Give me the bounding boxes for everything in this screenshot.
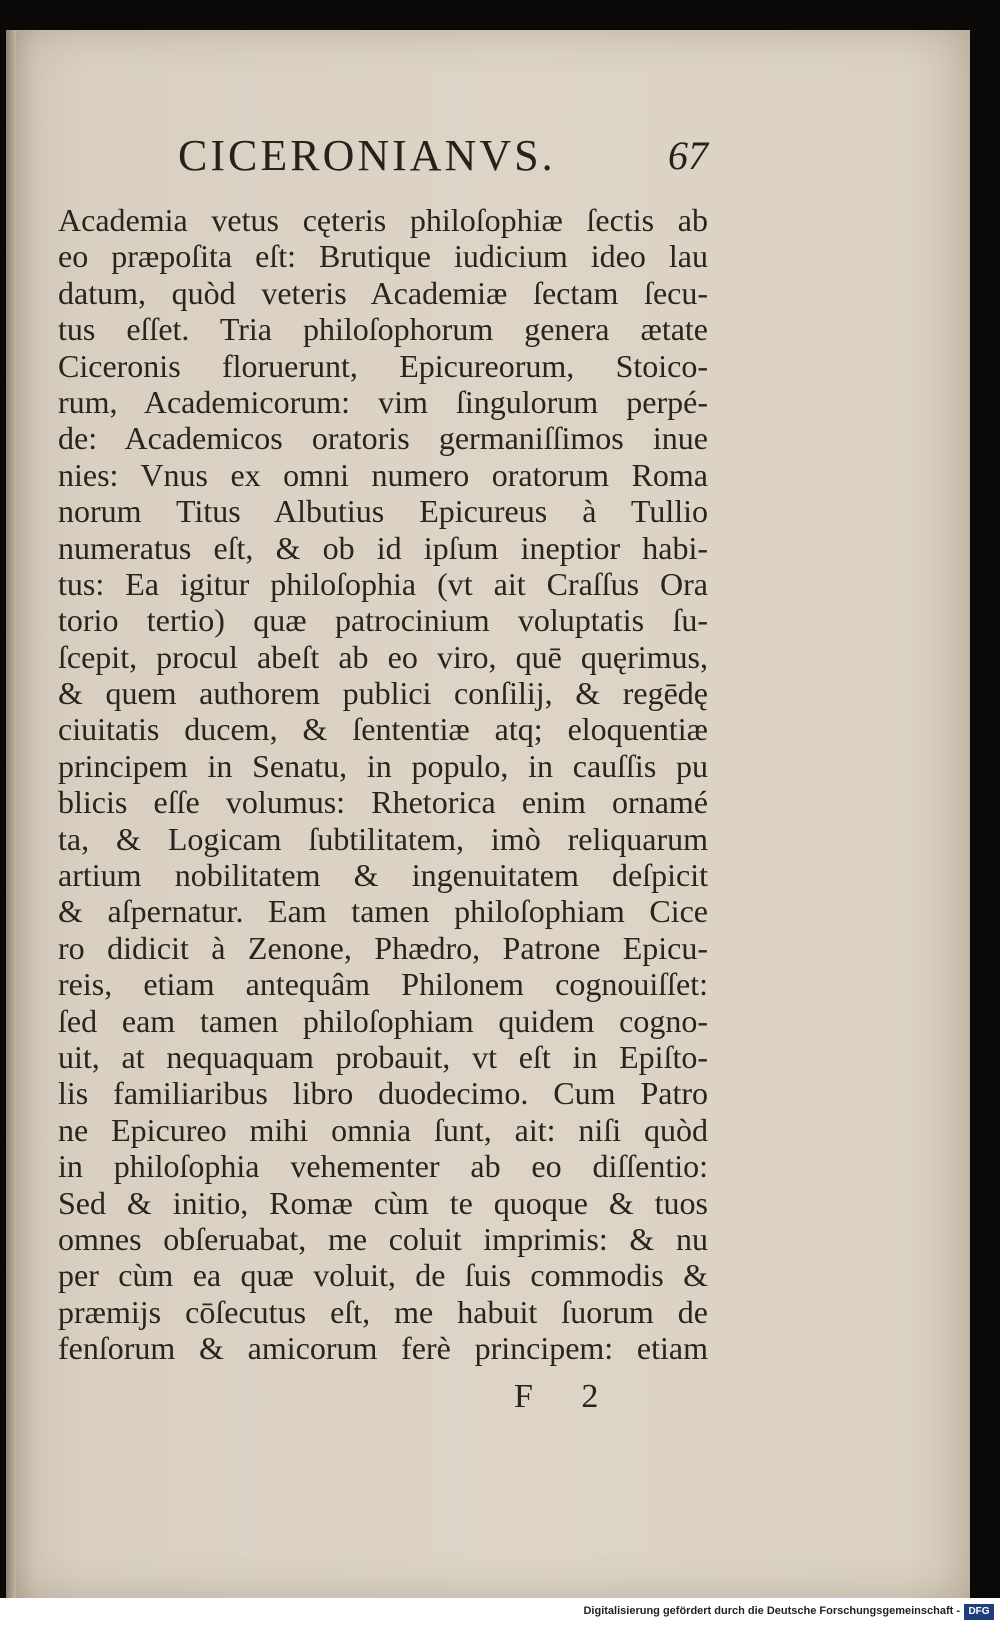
text-line: ſed eam tamen philoſophiam quidem cogno- — [58, 1002, 708, 1039]
text-line: omnes obſeruabat, me coluit imprimis: & nu — [58, 1220, 708, 1257]
text-line: lis familiaribus libro duodecimo. Cum Patro — [58, 1075, 708, 1112]
text-line: uit, at nequaquam probauit, vt eſt in Epiſto- — [58, 1038, 708, 1075]
text-line: principem in Senatu, in populo, in cauſſis pu — [58, 747, 708, 784]
text-line: ſcepit, procul abeſt ab eo viro, quē quęrimus, — [58, 638, 708, 675]
text-line: præmijs cōſecutus eſt, me habuit ſuorum de — [58, 1293, 708, 1330]
text-line: ne Epicureo mihi omnia ſunt, ait: niſi quòd — [58, 1111, 708, 1148]
text-line: & quem authorem publici conſilij, & regēdę — [58, 675, 708, 712]
text-line: reis, etiam antequâm Philonem cognouiſſet: — [58, 966, 708, 1003]
text-line: rum, Academicorum: vim ſingulorum perpé- — [58, 383, 708, 420]
text-line: norum Titus Albutius Epicureus à Tullio — [58, 493, 708, 530]
text-line: torio tertio) quæ patrocinium voluptatis ſu- — [58, 602, 708, 639]
text-line: tus: Ea igitur philoſophia (vt ait Craſſus Ora — [58, 565, 708, 602]
text-line: ta, & Logicam ſubtilitatem, imò reliquarum — [58, 820, 708, 857]
text-line: datum, quòd veteris Academiæ ſectam ſecu- — [58, 274, 708, 311]
text-line: fenſorum & amicorum ferè principem: etiam — [58, 1330, 708, 1367]
footer-bar — [0, 1598, 1000, 1629]
folio-number: 67 — [668, 133, 708, 178]
signature-mark: F 2 — [514, 1378, 619, 1415]
text-line: nies: Vnus ex omni numero oratorum Roma — [58, 456, 708, 493]
book-page — [6, 30, 970, 1598]
text-line: blicis eſſe volumus: Rhetorica enim ornamé — [58, 784, 708, 821]
text-line: Sed & initio, Romæ cùm te quoque & tuos — [58, 1184, 708, 1221]
page-header — [178, 130, 708, 200]
page-gutter-edge — [6, 30, 16, 1598]
running-title: CICERONIANVS. — [178, 131, 556, 180]
text-line: Ciceronis floruerunt, Epicureorum, Stoico- — [58, 347, 708, 384]
text-line: ro didicit à Zenone, Phædro, Patrone Epicu- — [58, 929, 708, 966]
funding-credit: Digitalisierung gefördert durch die Deutsche Forschungsgemeinschaft - — [583, 1605, 960, 1617]
text-line: in philoſophia vehementer ab eo diſſentio: — [58, 1148, 708, 1185]
dfg-logo: DFG — [964, 1604, 994, 1620]
body-text — [58, 202, 708, 1367]
text-line: & aſpernatur. Eam tamen philoſophiam Cice — [58, 893, 708, 930]
text-line: numeratus eſt, & ob id ipſum ineptior habi- — [58, 529, 708, 566]
text-line: artium nobilitatem & ingenuitatem deſpicit — [58, 857, 708, 894]
text-line: de: Academicos oratoris germaniſſimos inue — [58, 420, 708, 457]
text-line: tus eſſet. Tria philoſophorum genera ætate — [58, 311, 708, 348]
text-line: eo præpoſita eſt: Brutique iudicium ideo lau — [58, 238, 708, 275]
text-line: Academia vetus cęteris philoſophiæ ſectis ab — [58, 202, 708, 238]
text-line: ciuitatis ducem, & ſententiæ atq; eloquentiæ — [58, 711, 708, 748]
text-line: per cùm ea quæ voluit, de ſuis commodis & — [58, 1257, 708, 1294]
